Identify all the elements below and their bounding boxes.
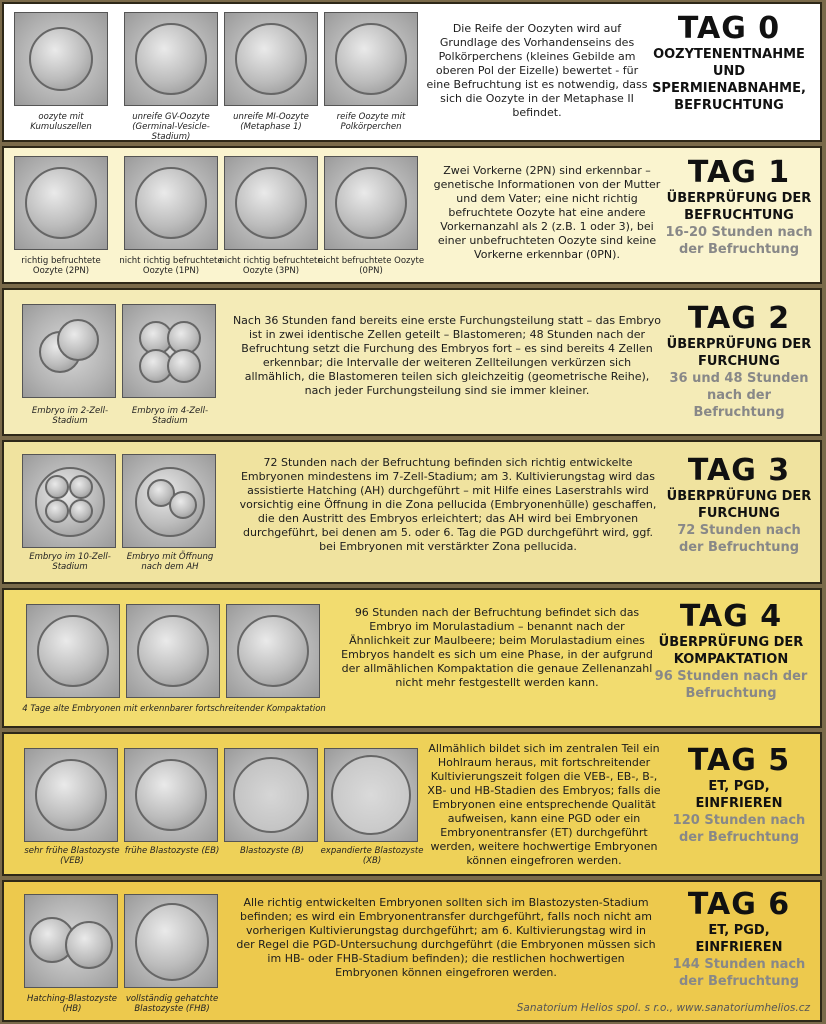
- caption: Embryo mit Öffnung nach dem AH: [126, 552, 214, 572]
- day6-hours: 144 Stunden nach der Befruchtung: [672, 957, 806, 989]
- day0-panel: [2, 2, 822, 142]
- day1-title: TAG 1: [687, 155, 791, 190]
- blastocyst-hb-image: [24, 894, 118, 988]
- day1-hours: 16-20 Stunden nach der Befruchtung: [665, 225, 813, 257]
- caption: Hatching-Blastozyste (HB): [26, 994, 118, 1014]
- caption: Blastozyste (B): [239, 846, 304, 856]
- day2-title: TAG 2: [687, 301, 791, 336]
- oocyte-0pn-image: [324, 156, 418, 250]
- day4-hours: 96 Stunden nach der Befruchtung: [654, 669, 808, 701]
- oocyte-mi-image: [224, 12, 318, 106]
- day6-description: Alle richtig entwickelten Embryonen sollten sich im Blastozysten-Stadium befinden; es wird ein Embryonentransfer durchgeführt, falls noch nicht am vorherigen Kultivierungstag durchgeführt; am 6. Kultivierungstag wird in der Regel die PGD-Untersuchung durchgeführt (die Embryonen müssen sich im HB- oder FHB-Stadium befinden); die restlichen hochwertigen Embryonen können eingefroren werden.: [236, 896, 656, 979]
- day2-hours: 36 und 48 Stunden nach der Befruchtung: [669, 371, 809, 420]
- oocyte-mature-image: [324, 12, 418, 106]
- caption: reife Oozyte mit Polkörperchen: [336, 112, 406, 132]
- day0-description: Die Reife der Oozyten wird auf Grundlage des Vorhandenseins des Polkörperchens (kleines Gebilde am oberen Pol der Eizelle) bewertet - für eine Befruchtung ist es notwendig, dass sich die Oozyte in der Metaphase II befindet.: [426, 22, 648, 119]
- caption: expandierte Blastozyste (XB): [320, 846, 424, 866]
- day6-panel: [2, 880, 822, 1022]
- caption: richtig befruchtete Oozyte (2PN): [21, 256, 101, 276]
- embryo-ah-image: [122, 454, 216, 548]
- caption: unreife GV-Oozyte (Germinal-Vesicle-Stadium): [132, 112, 210, 142]
- morula-image-1: [26, 604, 120, 698]
- day5-panel: [2, 732, 822, 876]
- day4-subtitle: ÜBERPRÜFUNG DER KOMPAKTATION: [658, 635, 804, 667]
- day4-panel: [2, 588, 822, 728]
- day2-description: Nach 36 Stunden fand bereits eine erste Furchungsteilung statt – das Embryo ist in zwei identische Zellen geteilt – Blastomeren; 48 Stunden nach der Befruchtung setzt die Furchung des Embryos fort – es sind bereits 4 Zellen erkennbar; die Intervalle der weiteren Zellteilungen verkürzen sich allmählich, die Blastomeren teilen sich gleichzeitig (geometrische Reihe), nach jeder Furchungsteilung sind sie immer kleiner.: [232, 314, 662, 397]
- day6-sidebar: [664, 888, 814, 990]
- day3-description: 72 Stunden nach der Befruchtung befinden sich richtig entwickelte Embryonen mindestens im 7-Zell-Stadium; am 3. Kultivierungstag wird das assistierte Hatching (AH) durchgeführt – mit Hilfe eines Laserstrahls wird vorsichtig eine Öffnung in die Zona pellucida (Embryonenhülle) geschaffen, die den Austritt des Embryos erleichtert; das AH wird bei Embryonen durchgeführt, bei denen am 5. oder 6. Tag die PGD durchgeführt wird, ggf. bei Embryonen mit verstärkter Zona pellucida.: [239, 456, 657, 553]
- day0-sidebar: [644, 12, 814, 114]
- blastocyst-b-image: [224, 748, 318, 842]
- caption: frühe Blastozyste (EB): [124, 846, 220, 856]
- oocyte-cumulus-image: [14, 12, 108, 106]
- oocyte-2pn-image: [14, 156, 108, 250]
- caption: nicht richtig befruchtete Oozyte (3PN): [219, 256, 323, 276]
- day3-title: TAG 3: [687, 453, 791, 488]
- blastocyst-fhb-image: [124, 894, 218, 988]
- oocyte-1pn-image: [124, 156, 218, 250]
- oocyte-gv-image: [124, 12, 218, 106]
- blastocyst-xb-image: [324, 748, 418, 842]
- day6-title: TAG 6: [687, 887, 791, 922]
- day2-subtitle: ÜBERPRÜFUNG DER FURCHUNG: [666, 337, 812, 369]
- caption: sehr frühe Blastozyste (VEB): [24, 846, 120, 866]
- day1-subtitle: ÜBERPRÜFUNG DER BEFRUCHTUNG: [666, 191, 812, 223]
- day1-sidebar: [664, 156, 814, 258]
- caption: unreife MI-Oozyte (Metaphase 1): [233, 112, 309, 132]
- day3-sidebar: [664, 454, 814, 556]
- day4-sidebar: [648, 600, 814, 702]
- day5-description: Allmählich bildet sich im zentralen Teil ein Hohlraum heraus, mit fortschreitender Kultivierungszeit folgen die VEB-, EB-, B-, XB- und HB-Stadien des Embryos; falls die Embryonen eine entsprechende Qualität aufweisen, kann eine PGD oder ein Embryonentransfer (ET) durchgeführt werden, weitere hochwertige Embryonen können eingefroren werden.: [427, 742, 661, 867]
- caption: Embryo im 10-Zell-Stadium: [29, 552, 111, 572]
- caption: oozyte mit Kumuluszellen: [30, 112, 92, 132]
- day0-subtitle: OOZYTENENTNAHME UND SPERMIENABNAHME, BEFRUCHTUNG: [652, 47, 806, 113]
- embryo-2cell-image: [22, 304, 116, 398]
- oocyte-3pn-image: [224, 156, 318, 250]
- day0-title: TAG 0: [677, 11, 781, 46]
- embryo-10cell-image: [22, 454, 116, 548]
- caption: 4 Tage alte Embryonen mit erkennbarer fortschreitender Kompaktation: [22, 704, 326, 714]
- day2-panel: [2, 288, 822, 436]
- caption: Embryo im 4-Zell-Stadium: [131, 406, 209, 426]
- day5-subtitle: ET, PGD, EINFRIEREN: [695, 779, 783, 811]
- day5-hours: 120 Stunden nach der Befruchtung: [672, 813, 806, 845]
- morula-image-2: [126, 604, 220, 698]
- day2-sidebar: [664, 302, 814, 421]
- day3-hours: 72 Stunden nach der Befruchtung: [677, 523, 801, 555]
- blastocyst-eb-image: [124, 748, 218, 842]
- footer-credit: Sanatorium Helios spol. s r.o., www.sanatoriumhelios.cz: [516, 1002, 810, 1014]
- day4-title: TAG 4: [679, 599, 783, 634]
- blastocyst-veb-image: [24, 748, 118, 842]
- day1-description: Zwei Vorkerne (2PN) sind erkennbar – genetische Informationen von der Mutter und dem Vater; eine nicht richtig befruchtete Oozyte hat eine andere Vorkernanzahl als 2 (z.B. 1 oder 3), bei einer unbefruchteten Oozyte sind keine Vorkerne erkennbar (0PN).: [433, 164, 661, 261]
- caption: nicht befruchtete Oozyte (0PN): [317, 256, 425, 276]
- day3-subtitle: ÜBERPRÜFUNG DER FURCHUNG: [666, 489, 812, 521]
- morula-image-3: [226, 604, 320, 698]
- day4-description: 96 Stunden nach der Befruchtung befindet sich das Embryo im Morulastadium – benannt nach der Ähnlichkeit zur Maulbeere; beim Morulastadium eines Embryos handelt es sich um eine Phase, in der aufgrund der allmählichen Kompaktation die genaue Zellenanzahl nicht mehr festgestellt werden kann.: [341, 606, 653, 689]
- day5-sidebar: [664, 744, 814, 846]
- embryo-4cell-image: [122, 304, 216, 398]
- caption: nicht richtig befruchtete Oozyte (1PN): [119, 256, 223, 276]
- day3-panel: [2, 440, 822, 584]
- day1-panel: [2, 146, 822, 284]
- caption: vollständig gehatchte Blastozyste (FHB): [125, 994, 219, 1014]
- day6-subtitle: ET, PGD, EINFRIEREN: [695, 923, 783, 955]
- day5-title: TAG 5: [687, 743, 791, 778]
- caption: Embryo im 2-Zell-Stadium: [31, 406, 109, 426]
